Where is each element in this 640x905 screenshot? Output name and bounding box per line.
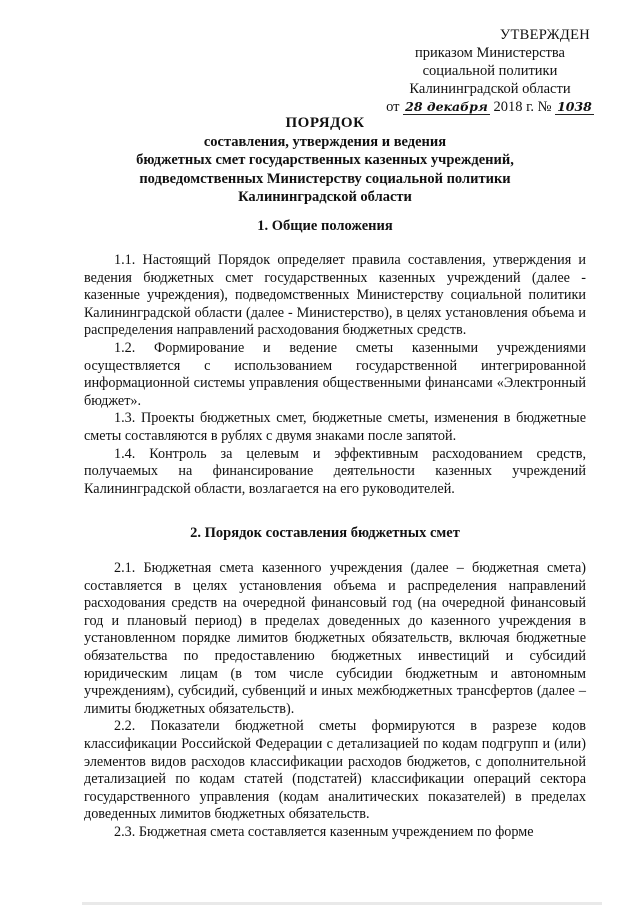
approval-line-3: Калининградской области <box>409 81 571 97</box>
paragraph-2-2: 2.2. Показатели бюджетной сметы формируются в разрезе кодов классификации Российской Федерации с детализацией по кодам подгрупп и (или) элементов видов расходов классификации расходов бюджетов, с дополнительной детализацией по кодам статей (подстатей) классификации операций сектора государственного управления (кодам аналитических показателей) в пределах доведенных лимитов бюджетных обязательств. <box>84 718 586 823</box>
document-subtitle-1: составления, утверждения и ведения <box>203 133 447 150</box>
approval-number-handwritten: 1038 <box>557 99 592 114</box>
document-title: ПОРЯДОК <box>285 115 365 131</box>
approval-year: 2018 г. № <box>493 99 552 115</box>
document-subtitle-4: Калининградской области <box>238 189 412 205</box>
section-title-2: 2. Порядок составления бюджетных смет <box>190 525 460 541</box>
section-title-1: 1. Общие положения <box>257 218 393 234</box>
paragraph-1-3: 1.3. Проекты бюджетных смет, бюджетные сметы, изменения в бюджетные сметы составляются в рублях с двумя знаками после запятой. <box>84 410 586 444</box>
paragraph-1-2: 1.2. Формирование и ведение сметы казенными учреждениями осуществляется с использованием государственной интегрированной информационной системы управления общественными финансами «Электронный бюджет». <box>84 339 586 409</box>
section-2-body <box>84 560 586 842</box>
approval-line-1: приказом Министерства <box>415 45 565 61</box>
paragraph-2-3: 2.3. Бюджетная смета составляется казенным учреждением по форме <box>114 823 534 840</box>
section-1-body <box>84 252 586 498</box>
paragraph-1-1: 1.1. Настоящий Порядок определяет правила составления, утверждения и ведения бюджетных смет государственных казенных учреждений (далее - казенные учреждения), подведомственных Министерству социальной политики Калининградской области (далее - Министерство), в целях установления объема и распределения направлений расходования бюджетных средств. <box>84 252 586 339</box>
approval-stamp <box>380 26 600 116</box>
approval-date-prefix: от <box>386 99 400 115</box>
document-subtitle-2: бюджетных смет государственных казенных учреждений, <box>136 152 514 168</box>
approval-title: УТВЕРЖДЕН <box>499 27 590 43</box>
paragraph-1-4: 1.4. Контроль за целевым и эффективным расходованием средств, получаемых на финансирование деятельности казенных учреждений Калининградской области, возлагается на его руководителей. <box>84 445 586 497</box>
document-header <box>60 114 590 207</box>
approval-date-handwritten: 28 декабря <box>405 99 488 114</box>
approval-line-2: социальной политики <box>422 63 558 79</box>
paragraph-2-1: 2.1. Бюджетная смета казенного учреждения (далее – бюджетная смета) составляется в целях установления объема и распределения направлений расходования средств на очередной финансовый год (на очередной финансовый год и плановый период) в пределах доведенных до казенного учреждения в установленном порядке лимитов бюджетных обязательств, включая бюджетные обязательства по предоставлению бюджетных инвестиций и субсидий юридическим лицам (в том числе субсидии бюджетным и автономным учреждениям), субсидий, субвенций и иных межбюджетных трансфертов (далее – лимиты бюджетных обязательств). <box>84 560 586 717</box>
document-subtitle-3: подведомственных Министерству социальной политики <box>139 170 511 187</box>
